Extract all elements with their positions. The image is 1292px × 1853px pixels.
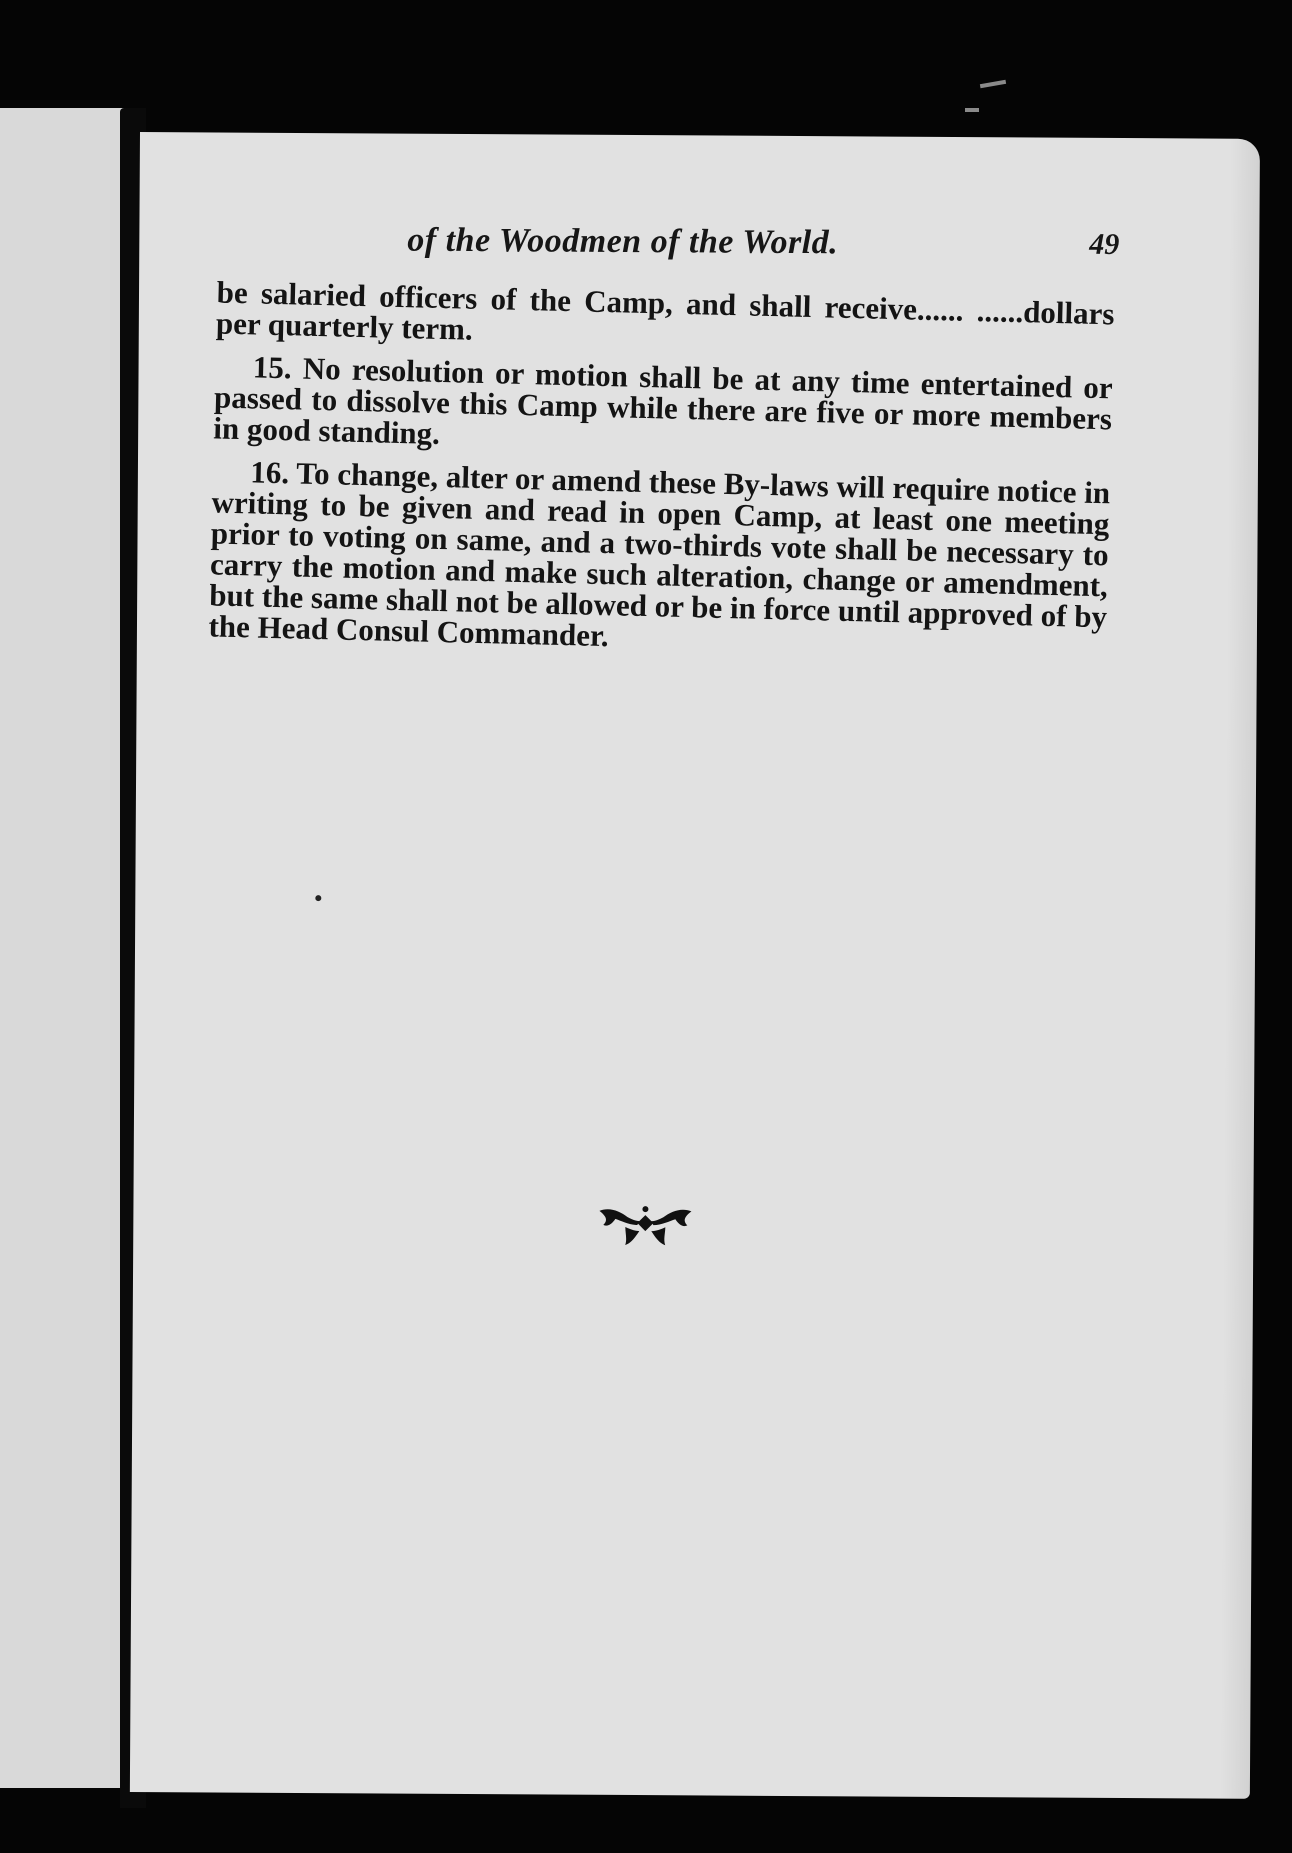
ink-speck — [315, 895, 321, 901]
scan-artifact — [980, 80, 1006, 88]
running-head — [139, 220, 1259, 277]
facing-page-edge — [0, 108, 126, 1788]
page-number: 49 — [1089, 227, 1120, 261]
printers-fleuron-ornament-icon — [595, 1197, 695, 1248]
scan-artifact — [965, 108, 979, 112]
paragraph-16: 16. To change, alter or amend these By-laws will require notice in writing to be given and read in open Camp, at least one meeting prior to voting on same, and a two-thirds vote shall be necessary to carry the motion and make such alteration, change or amendment, but the same shall not be allowed or be in force until approved of by the Head Consul Commander. — [208, 454, 1111, 654]
running-title: of the Woodmen of the World. — [407, 221, 839, 262]
paragraph-15: 15. No resolution or motion shall be at any time entertained or passed to dissolve this Camp while there are five or more members in good standing. — [212, 349, 1114, 451]
book-page — [130, 132, 1260, 1799]
page-edge-shadow — [1220, 139, 1260, 1799]
body-text — [208, 276, 1115, 663]
paragraph-continued: be salaried officers of the Camp, and shall receive...... ......dollars per quarterly term. — [215, 274, 1115, 347]
